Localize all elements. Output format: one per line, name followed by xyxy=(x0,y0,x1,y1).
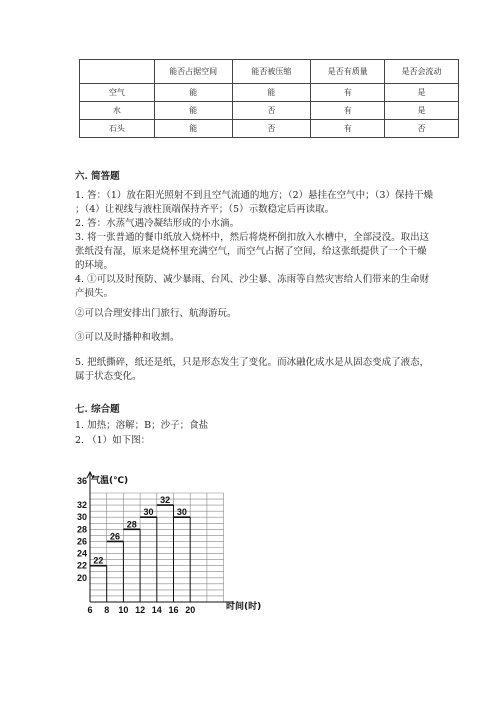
table-cell: 是 xyxy=(385,84,459,102)
answer-1: 1. 答：（1）放在阳光照射不到且空气流通的地方；（2）悬挂在空气中；（3）保持干燥 ；（4）让视线与液柱顶端保持齐平；（5）示数稳定后再读取。 xyxy=(75,190,433,215)
table-header-cell: 能否占据空间 xyxy=(154,60,232,84)
table-row xyxy=(80,120,459,138)
chart-axes xyxy=(87,472,234,602)
table-header-row xyxy=(80,60,459,84)
answer-4: 4. ①可以及时预防、减少暴雨、台风、沙尘暴、冻雨等自然灾害给人们带来的生命财产损失。 xyxy=(75,274,430,299)
section-7-title: 七. 综合题 xyxy=(75,404,120,415)
y-tick-labels xyxy=(77,476,87,583)
bar-value-label: 32 xyxy=(160,495,171,506)
y-tick-label: 26 xyxy=(76,536,87,547)
table-header-cell: 是否有质量 xyxy=(311,60,385,84)
table-cell: 石头 xyxy=(80,120,155,138)
table-cell: 能 xyxy=(154,120,232,138)
answer-4-point-2: ②可以合理安排出门旅行、航海游玩。 xyxy=(75,308,237,319)
table-cell: 否 xyxy=(232,120,311,138)
comprehensive-answer-1: 1. 加热；溶解；B；沙子；食盐 xyxy=(75,420,209,431)
table-cell: 有 xyxy=(311,84,385,102)
y-tick-label: 22 xyxy=(76,560,87,571)
table-cell: 能 xyxy=(232,84,311,102)
x-tick-label: 12 xyxy=(135,605,146,615)
answer-3: 3. 将一张普通的餐巾纸放入烧杯中，然后将烧杯倒扣放入水槽中，全部浸没。取出这张纸没有湿，原来是烧杯里充满空气，而空气占据了空间，给这张纸提供了一个干燥的环境。 xyxy=(75,232,430,271)
x-tick-label: 8 xyxy=(104,605,110,615)
bar-value-label: 28 xyxy=(126,519,137,530)
bar-value-label: 30 xyxy=(143,507,154,518)
table-row xyxy=(80,84,459,102)
bar-value-label: 30 xyxy=(176,507,187,518)
bar-value-label: 26 xyxy=(110,531,121,542)
table-header-cell xyxy=(80,60,155,84)
table-cell: 能 xyxy=(154,84,232,102)
section-6-title: 六. 简答题 xyxy=(75,171,120,182)
table-row xyxy=(80,102,459,120)
table-cell: 空气 xyxy=(80,84,155,102)
table-cell: 有 xyxy=(311,120,385,138)
x-tick-label: 14 xyxy=(151,605,162,615)
table-cell: 能 xyxy=(154,102,232,120)
x-tick-labels xyxy=(87,605,195,615)
y-tick-label: 30 xyxy=(76,512,87,523)
bar-value-label: 22 xyxy=(93,555,104,566)
x-tick-label: 6 xyxy=(87,605,93,615)
y-tick-label: 28 xyxy=(76,524,87,535)
table-header-cell: 能否被压缩 xyxy=(232,60,311,84)
x-tick-label: 16 xyxy=(168,605,179,615)
table-cell: 否 xyxy=(232,102,311,120)
x-tick-label: 10 xyxy=(118,605,129,615)
answer-4-point-3: ③可以及时播种和收割。 xyxy=(75,332,180,343)
y-tick-label: 36 xyxy=(76,475,87,486)
x-axis-label: 时间(时) xyxy=(226,602,262,612)
y-axis-label: 气温(℃) xyxy=(91,476,129,486)
table-cell: 否 xyxy=(385,120,459,138)
temperature-chart xyxy=(60,465,280,620)
answer-2: 2. 答：水蒸气遇冷凝结形成的小水滴。 xyxy=(75,218,240,229)
y-tick-label: 20 xyxy=(76,572,87,583)
table-cell: 水 xyxy=(80,102,155,120)
y-tick-label: 24 xyxy=(76,548,87,559)
answer-5: 5. 把纸撕碎，纸还是纸，只是形态发生了变化。而冰融化成水是从固态变成了液态，属于状态变化。 xyxy=(75,357,430,382)
table-cell: 有 xyxy=(311,102,385,120)
table-cell: 是 xyxy=(385,102,459,120)
y-tick-label: 32 xyxy=(76,500,87,511)
table-header-cell: 是否会流动 xyxy=(385,60,459,84)
properties-table xyxy=(79,59,459,138)
x-tick-label: 20 xyxy=(185,605,196,615)
comprehensive-answer-2: 2. （1）如下图： xyxy=(75,435,151,446)
